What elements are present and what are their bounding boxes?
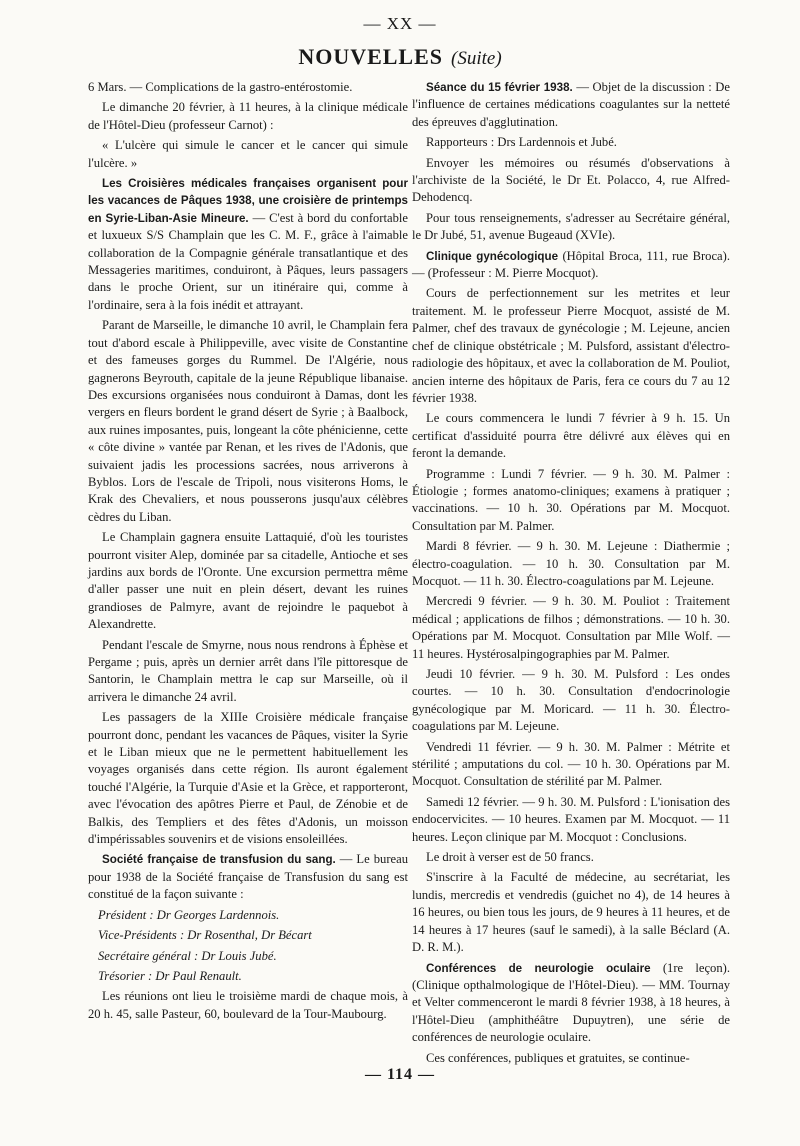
paragraph: Parant de Marseille, le dimanche 10 avril, le Champlain fera tout d'abord escale à Philippeville, avec visite de Constantine et des fameuses gorges du Rummel. De l'Algérie, nous gagnerons Beyrouth, capitale de la jeune République libanaise. Des excursions organisées nous conduiront à Damas, dont les vergers en fleurs bordent le grand désert de Syrie ; à Baalbock, aux ruines imposantes, puis, longeant la côte phénicienne, cette « côte divine » vantée par Renan, et les rives de l'Adonis, que suivaient jadis les processions sacrées, nous arriverons à Byblos. Lors de l'escale de Tripoli, nous visiterons Homs, le Krak des Chevaliers, et nous pousserons jusqu'aux célèbres cèdres du Liban. xyxy=(88,318,408,524)
right-column xyxy=(412,79,730,1070)
paragraph-body: — C'est à bord du confortable et luxueux S/S Champlain que les C. M. F., grâce à l'aimable collaboration de la Compagnie générale transatlantique et des Messageries maritimes, conduiront, à Pâques, leurs passagers dans le proche Orient, sur un itinéraire qui, comme à l'ordinaire, sera à la fois inédit et attrayant. xyxy=(88,210,408,312)
program-saturday: Samedi 12 février. — 9 h. 30. M. Pulsford : L'ionisation des endocervicites. — 10 heures. Examen par M. Mocquot. — 11 heures. Leçon clinique par M. Mocquot : Conclusions. xyxy=(412,794,730,844)
paragraph: S'inscrire à la Faculté de médecine, au secrétariat, les lundis, mercredis et vendredis (guichet no 4), de 14 heures à 16 heures, ou bien tous les jours, de 9 heures à 11 heures, et de 14 heures à 17 heures (sauf le samedi), à la salle Béclard (A. D. R. M.). xyxy=(412,870,730,955)
program-tuesday: Mardi 8 février. — 9 h. 30. M. Lejeune : Diathermie ; électro-coagulation. — 10 h. 30. Consultation par M. Mocquot. — 11 h. 30. Électro-coagulations par M. Lejeune. xyxy=(412,539,730,588)
paragraph: Pour tous renseignements, s'adresser au Secrétaire général, le Dr Jubé, 51, avenue Bugeaud (XVIe). xyxy=(412,210,730,243)
paragraph xyxy=(88,851,408,903)
paragraph-body: (1re leçon). (Clinique opthalmologique de l'Hôtel-Dieu). — MM. Tournay et Velter commenceront le mardi 8 février 1938, à 18 heures, à l'Hôtel-Dieu (amphithéâtre Dupuytren), une série de conférences de neurologie oculaire. xyxy=(412,960,730,1045)
program-thursday: Jeudi 10 février. — 9 h. 30. M. Pulsford : Les ondes courtes. — 10 h. 30. Consultation d'endocrinologie gynécologique par M. Moricard. — 11 h. 30. Électro-coagulations par M. Lejeune. xyxy=(412,667,730,734)
paragraph: Envoyer les mémoires ou résumés d'observations à l'archiviste de la Société, le Dr Et. Polacco, 4, rue Alfred-Dehodencq. xyxy=(412,155,730,205)
section-heading: Société française de transfusion du sang. xyxy=(102,853,336,867)
program-friday: Vendredi 11 février. — 9 h. 30. M. Palmer : Métrite et stérilité ; amputations du col. — 10 h. 30. Opérations par M. Mocquot. Consultation de stérilité par M. Palmer. xyxy=(412,739,730,789)
paragraph: Ces conférences, publiques et gratuites, se continue- xyxy=(426,1050,690,1065)
paragraph: Le dimanche 20 février, à 11 heures, à la clinique médicale de l'Hôtel-Dieu (professeur Carnot) : xyxy=(88,100,408,132)
section-heading: Les Croisières médicales françaises organisent pour les vacances de Pâques 1938, une croisière de printemps en Syrie-Liban-Asie Mineure. xyxy=(88,177,408,225)
bureau-treasurer: Trésorier : Dr Paul Renault. xyxy=(98,968,242,983)
paragraph: Cours de perfectionnement sur les metrites et leur traitement. M. le professeur Pierre Mocquot, assisté de M. Palmer, chef des travaux de gynécologie ; M. Lejeune, ancien chef de clinique obstétricale ; M. Pulsford, assistant d'électro-radiologie des hôpitaux, et avec la collaboration de M. Pouliot, ancien interne des hôpitaux de Paris, fera ce cours du 7 au 12 février 1938. xyxy=(412,286,730,405)
bureau-president: Président : Dr Georges Lardennois. xyxy=(98,907,280,922)
paragraph xyxy=(412,248,730,283)
paragraph: Le droit à verser est de 50 francs. xyxy=(426,850,594,865)
paragraph: « L'ulcère qui simule le cancer et le cancer qui simule l'ulcère. » xyxy=(88,138,408,170)
bureau-vice-presidents: Vice-Présidents : Dr Rosenthal, Dr Bécart xyxy=(98,928,312,943)
paragraph xyxy=(88,175,408,314)
paragraph-body: — Objet de la discussion : De l'influence de certaines médications coagulantes sur la netteté des épreuves d'agglutination. xyxy=(412,80,730,129)
paragraph: Rapporteurs : Drs Lardennois et Jubé. xyxy=(426,135,617,150)
paragraph-body: — Le bureau pour 1938 de la Société française de Transfusion du sang est constitué de la façon suivante : xyxy=(88,852,408,902)
paragraph: Les réunions ont lieu le troisième mardi de chaque mois, à 20 h. 45, salle Pasteur, 60, boulevard de la Tour-Maubourg. xyxy=(88,989,408,1021)
paragraph xyxy=(412,79,730,131)
paragraph: Pendant l'escale de Smyrne, nous nous rendrons à Éphèse et Pergame ; puis, après un dernier arrêt dans l'île pittoresque de Santorin, le Champlain mettra le cap sur Marseille, où il arrivera le dimanche 24 avril. xyxy=(88,637,408,704)
roman-page-number: — XX — xyxy=(363,14,437,33)
paragraph-body: (Hôpital Broca, 111, rue Broca). — (Professeur : M. Pierre Mocquot). xyxy=(412,248,730,281)
title-suite: (Suite) xyxy=(451,48,502,69)
left-column xyxy=(88,79,408,1026)
paragraph: Les passagers de la XIIIe Croisière médicale française pourront donc, pendant les vacances de Pâques, visiter la Syrie et le Liban mieux que ne le permettent habituellement les voyages organisés dans cette région. Ils auront également touché l'Algérie, la Turquie d'Asie et la Grèce, et rapporteront, avec l'évocation des apôtres Pierre et Paul, de Zénobie et de Balkis, des Templiers et des fêtes d'Adonis, un moisson d'impérissables souvenirs et de visions ensoleillées. xyxy=(88,710,408,847)
bureau-secretary: Secrétaire général : Dr Louis Jubé. xyxy=(98,948,277,963)
program-monday: Programme : Lundi 7 février. — 9 h. 30. M. Palmer : Étiologie ; formes anatomo-cliniques; examens à pratiquer ; vaccinations. — 10 h. 30. Opérations par M. Mocquot. Consultation par M. Palmer. xyxy=(412,466,730,533)
paragraph: Le Champlain gagnera ensuite Lattaquié, d'où les touristes pourront visiter Alep, dominée par sa citadelle, Antioche et ses jardins aux bords de l'Oronte. Une excursion permettra même d'aller passer une nuit en plein désert, devant les ruines grandioses de Palmyre, avant de rejoindre le paquebot à Alexandrette. xyxy=(88,530,408,632)
paragraph: Le cours commencera le lundi 7 février à 9 h. 15. Un certificat d'assiduité pourra être délivré aux élèves qui en feront la demande. xyxy=(412,411,730,461)
program-wednesday: Mercredi 9 février. — 9 h. 30. M. Pouliot : Traitement médical ; applications de filhos ; démonstrations. — 10 h. 30. Opérations par M. Mocquot. Consultation par Mlle Wolf. — 11 heures. Hystérosalpingographies par M. Palmer. xyxy=(412,594,730,661)
title-main: NOUVELLES xyxy=(298,44,444,69)
page-title xyxy=(0,44,800,70)
section-heading: Séance du 15 février 1938. xyxy=(426,81,573,94)
section-heading: Clinique gynécologique xyxy=(426,249,559,263)
section-heading: Conférences de neurologie oculaire xyxy=(426,961,651,975)
paragraph: 6 Mars. — Complications de la gastro-entérostomie. xyxy=(88,80,353,94)
page-number: — 114 — xyxy=(364,1066,436,1083)
paragraph xyxy=(412,960,730,1047)
